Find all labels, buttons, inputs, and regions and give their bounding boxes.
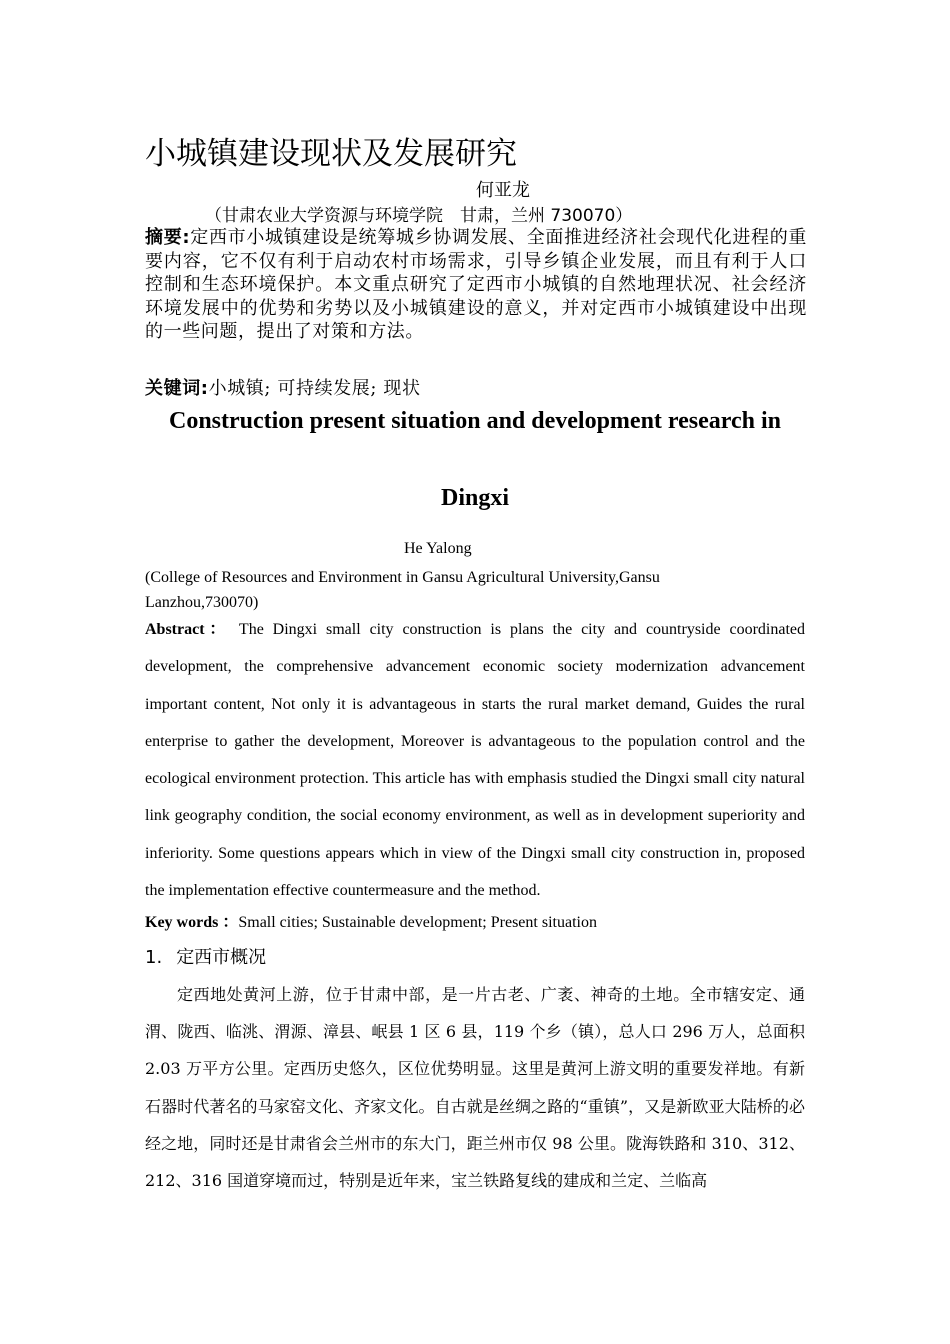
chinese-abstract xyxy=(145,226,807,344)
english-keywords-label: Key words ： xyxy=(145,914,239,931)
chinese-keywords-text: 小城镇; 可持续发展; 现状 xyxy=(208,378,421,399)
english-keywords xyxy=(145,909,597,932)
chinese-keywords xyxy=(145,374,421,400)
english-title-line1: Construction present situation and development research in xyxy=(168,408,782,434)
section-number: 1. xyxy=(145,947,163,968)
english-title-line2: Dingxi xyxy=(440,485,509,511)
english-keywords-text: Small cities; Sustainable development; Present situation xyxy=(238,914,597,931)
english-affiliation: (College of Resources and Environment in Gansu Agricultural University,Gansu Lanzhou,730070) xyxy=(145,569,660,611)
body-paragraph: 定西地处黄河上游，位于甘肃中部，是一片古老、广袤、神奇的土地。全市辖安定、通渭、陇西、临洮、渭源、漳县、岷县 1 区 6 县，119 个乡（镇），总人口 296 万人，总面积 2.03 万平方公里。定西历史悠久，区位优势明显。这里是黄河上游文明的重要发祥地。有新石器时代著名的马家窑文化、齐家文化。自古就是丝绸之路的“重镇”，又是新欧亚大陆桥的必经之地，同时还是甘肃省会兰州市的东大门，距兰州市仅 98 公里。陇海铁路和 310、312、212、316 国道穿境而过，特别是近年来，宝兰铁路复线的建成和兰定、兰临高 xyxy=(145,985,805,1191)
chinese-keywords-label: 关键词: xyxy=(145,378,209,399)
chinese-abstract-text: 定西市小城镇建设是统筹城乡协调发展、全面推进经济社会现代化进程的重要内容，它不仅有利于启动农村市场需求，引导乡镇企业发展，而且有利于人口控制和生态环境保护。本文重点研究了定西市小城镇的自然地理状况、社会经济环境发展中的优势和劣势以及小城镇建设的意义，并对定西市小城镇建设中出现的一些问题，提出了对策和方法。 xyxy=(145,227,808,343)
chinese-affiliation: （甘肃农业大学资源与环境学院 甘肃，兰州 730070） xyxy=(205,206,633,226)
english-abstract-text: The Dingxi small city construction is plans the city and countryside coordinated development, the comprehensive advancement economic society modernization advancement important content, Not only it is advantageous in starts the rural market demand, Guides the rural enterprise to gather the development, Moreover is advantageous to the population control and the ecological environment protection. This article has with emphasis studied the Dingxi small city natural link geography condition, the social economy environment, as well as in development superiority and inferiority. Some questions appears which in view of the Dingxi small city construction in, proposed the implementation effective countermeasure and the method. xyxy=(145,621,805,900)
chinese-title: 小城镇建设现状及发展研究 xyxy=(145,136,517,172)
english-abstract-label: Abstract： xyxy=(145,621,231,638)
english-author: He Yalong xyxy=(404,540,472,557)
chinese-abstract-label: 摘要: xyxy=(145,227,191,248)
english-abstract xyxy=(145,611,805,909)
section-heading xyxy=(145,943,266,969)
section-title: 定西市概况 xyxy=(176,947,267,968)
chinese-author: 何亚龙 xyxy=(476,180,530,201)
